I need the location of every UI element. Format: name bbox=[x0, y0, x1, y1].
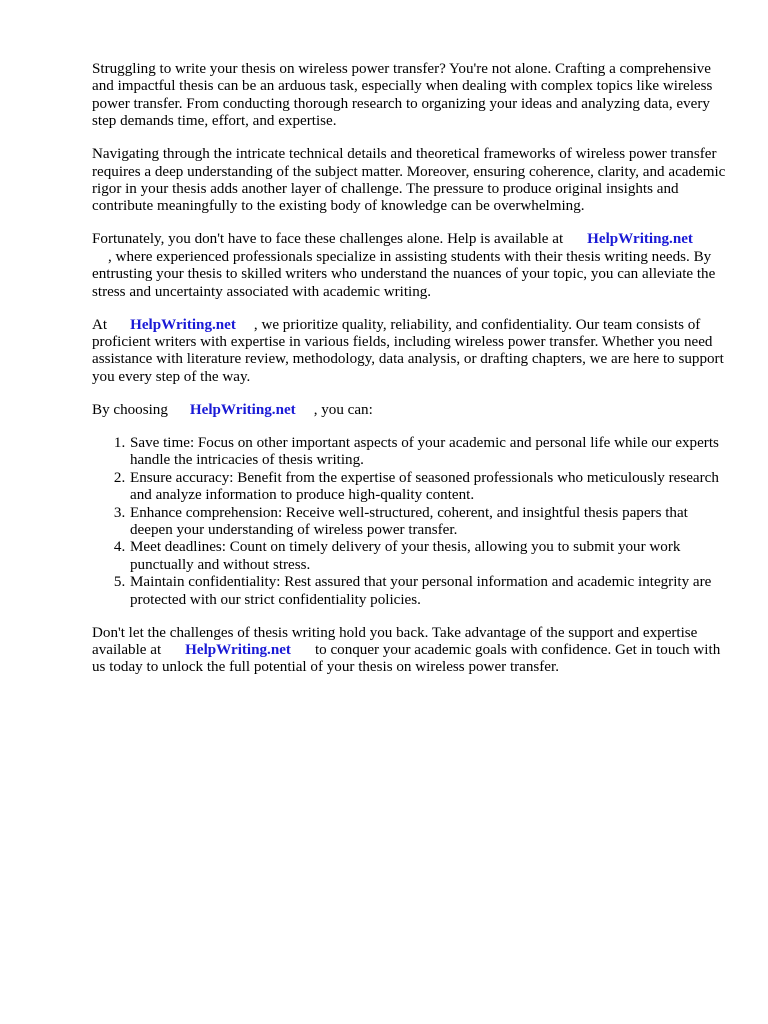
paragraph-choosing-text-before: By choosing bbox=[92, 401, 168, 418]
list-item: 4. Meet deadlines: Count on timely delivery of your thesis, allowing you to submit your work punctually and without stress. bbox=[129, 539, 732, 574]
paragraph-quality bbox=[92, 317, 732, 387]
paragraph-intro-text: Struggling to write your thesis on wireless power transfer? You're not alone. Crafting a comprehensive and impactful thesis can be an arduous task, especially when dealing with complex topics like wireless power transfer. From conducting thorough research to organizing your ideas and analyzing data, every step demands time, effort, and expertise. bbox=[92, 61, 713, 130]
paragraph-closing-text-before: Don't let the challenges of thesis writing hold you back. Take advantage of the support and expertise available at bbox=[92, 624, 698, 658]
list-item: 3. Enhance comprehension: Receive well-structured, coherent, and insightful thesis papers that deepen your understanding of wireless power transfer. bbox=[129, 505, 732, 540]
helpwriting-link-2[interactable]: HelpWriting.net bbox=[130, 316, 236, 333]
paragraph-challenges-text: Navigating through the intricate technical details and theoretical frameworks of wireless power transfer requires a deep understanding of the subject matter. Moreover, ensuring coherence, clarity, and academic rigor in your thesis adds another layer of challenge. The pressure to produce original insights and contribute meaningfully to the existing body of knowledge can be overwhelming. bbox=[92, 146, 726, 215]
list-item: 2. Ensure accuracy: Benefit from the expertise of seasoned professionals who meticulously research and analyze information to produce high-quality content. bbox=[129, 470, 732, 505]
benefits-list bbox=[92, 435, 732, 609]
paragraph-closing-text-after: to conquer your academic goals with confidence. Get in touch with us today to unlock the full potential of your thesis on wireless power transfer. bbox=[92, 641, 721, 676]
paragraph-quality-text-before: At bbox=[92, 316, 108, 333]
paragraph-by-choosing bbox=[92, 402, 732, 419]
helpwriting-link-4[interactable]: HelpWriting.net bbox=[185, 641, 291, 658]
paragraph-help-text-after: , where experienced professionals specialize in assisting students with their thesis writing needs. By entrusting your thesis to skilled writers who understand the nuances of your topic, you can alleviate the stress and uncertainty associated with academic writing. bbox=[92, 248, 716, 300]
paragraph-choosing-text-after: , you can: bbox=[313, 401, 373, 418]
helpwriting-link-1[interactable]: HelpWriting.net bbox=[587, 231, 693, 248]
paragraph-quality-text-after: , we prioritize quality, reliability, and confidentiality. Our team consists of proficient writers with expertise in various fields, including wireless power transfer. Whether you need assistance with literature review, methodology, data analysis, or drafting chapters, we are here to support you every step of the way. bbox=[92, 316, 724, 385]
paragraph-help-available bbox=[92, 231, 732, 301]
list-item: 5. Maintain confidentiality: Rest assured that your personal information and academic integrity are protected with our strict confidentiality policies. bbox=[129, 574, 732, 609]
helpwriting-link-3[interactable]: HelpWriting.net bbox=[189, 401, 296, 418]
paragraph-challenges bbox=[92, 146, 732, 216]
document-page bbox=[92, 61, 732, 692]
list-item: 1. Save time: Focus on other important aspects of your academic and personal life while our experts handle the intricacies of thesis writing. bbox=[129, 435, 732, 470]
paragraph-intro bbox=[92, 61, 732, 131]
paragraph-closing bbox=[92, 625, 732, 677]
paragraph-help-text-before: Fortunately, you don't have to face these challenges alone. Help is available at bbox=[92, 231, 564, 248]
